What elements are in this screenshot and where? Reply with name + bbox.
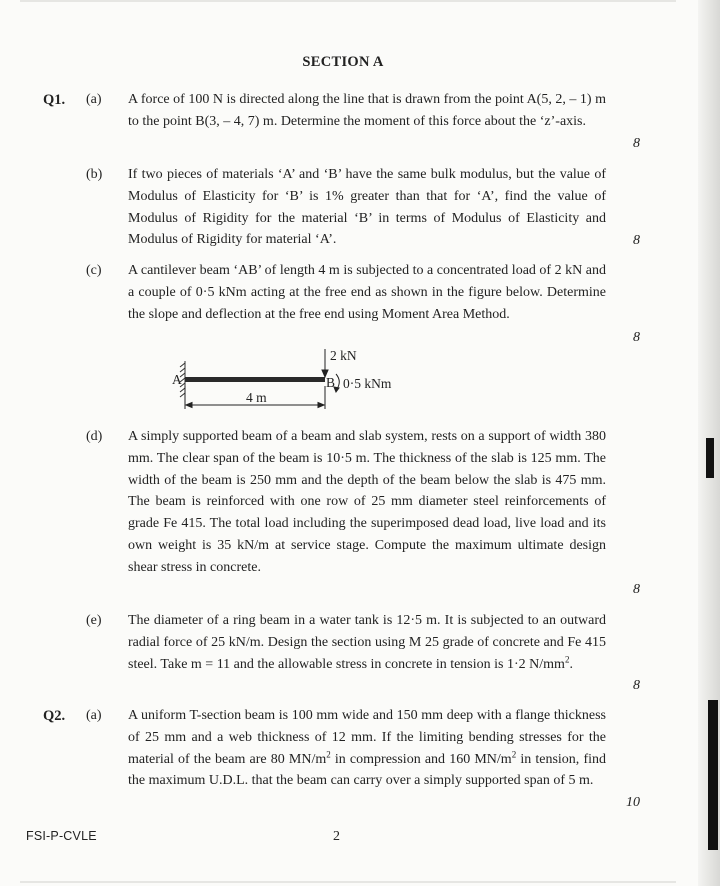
q1d-label: (d) [86, 429, 103, 444]
cantilever-beam-figure [168, 343, 418, 421]
q1c-label: (c) [86, 263, 102, 278]
section-title: SECTION A [302, 54, 384, 70]
point-load-arrow [322, 349, 328, 377]
q2a-marks: 10 [626, 795, 640, 810]
scan-edge-shadow [698, 0, 720, 886]
q1e-label: (e) [86, 613, 102, 628]
top-rule [20, 0, 676, 2]
q2a-label: (a) [86, 708, 102, 723]
q2a-text: A uniform T-section beam is 100 mm wide and 150 mm deep with a flange thickness of 25 mm and a web thickness of 12 mm. If the limiting bending stresses for the material of the beam are 80 $MN/m^2$ in compression and 160 $MN/m^2$ in tension, find the maximum U.D.L. that the beam can carry over a simply supported span of 5 m. [128, 708, 607, 789]
support-label-a: A [172, 372, 182, 387]
q1b-text: If two pieces of materials ‘A’ and ‘B’ have the same bulk modulus, but the value of Modulus of Elasticity for ‘B’ is 1% greater than that for ‘A’, find the value of Modulus of Rigidity for the material ‘B’ in terms of Modulus of Elasticity and Modulus of Rigidity for material ‘A’. [128, 167, 606, 248]
question-number-q2: Q2. [43, 708, 66, 724]
page-number: 2 [333, 829, 340, 844]
length-label: 4 m [246, 390, 267, 405]
scan-ink-mark-upper [706, 438, 714, 478]
q1d-marks: 8 [633, 582, 640, 597]
q1d-text: A simply supported beam of a beam and slab system, rests on a support of width 380 mm. The clear span of the beam is 10·5 m. The thickness of the slab is 125 mm. The width of the beam is 250 mm and the depth of the beam below the slab is 475 mm. The beam is reinforced with one row of 25 mm diameter steel reinforcements of grade Fe 415. The total load including the superimposed dead load, live load and its own weight is 35 kN/m at service stage. Compute the maximum ultimate design shear stress in concrete. [128, 429, 606, 575]
q1c-text: A cantilever beam ‘AB’ of length 4 m is subjected to a concentrated load of 2 kN and a couple of 0·5 kNm acting at the free end as shown in the figure below. Determine the slope and deflection at the free end using Moment Area Method. [128, 263, 606, 322]
beam-ab [185, 377, 325, 382]
scan-ink-mark-lower [708, 700, 718, 850]
q1a-text: A force of 100 N is directed along the line that is drawn from the point A(5, 2, – 1) m to the point B(3, – 4, 7) m. Determine the moment of this force about the ‘z’-axis. [128, 92, 606, 129]
load-label: 2 kN [330, 348, 357, 363]
q1a-label: (a) [86, 92, 102, 107]
bottom-rule [20, 881, 676, 883]
question-number-q1: Q1. [43, 92, 66, 108]
q1a-marks: 8 [633, 136, 640, 151]
q1e-marks: 8 [633, 678, 640, 693]
q1b-label: (b) [86, 167, 103, 182]
q1e-text: The diameter of a ring beam in a water tank is 12·5 m. It is subjected to an outward radial force of 25 kN/m. Design the section using M 25 grade of concrete and Fe 415 steel. Take m = 11 and the allowable stress in concrete in tension is 1·2 $N/mm^2$. [128, 613, 606, 672]
q1b-marks: 8 [633, 233, 640, 248]
free-end-label-b: B [326, 375, 336, 390]
couple-label: 0·5 kNm [343, 376, 392, 391]
q1c-marks: 8 [633, 330, 640, 345]
paper-code: FSI-P-CVLE [26, 829, 97, 843]
